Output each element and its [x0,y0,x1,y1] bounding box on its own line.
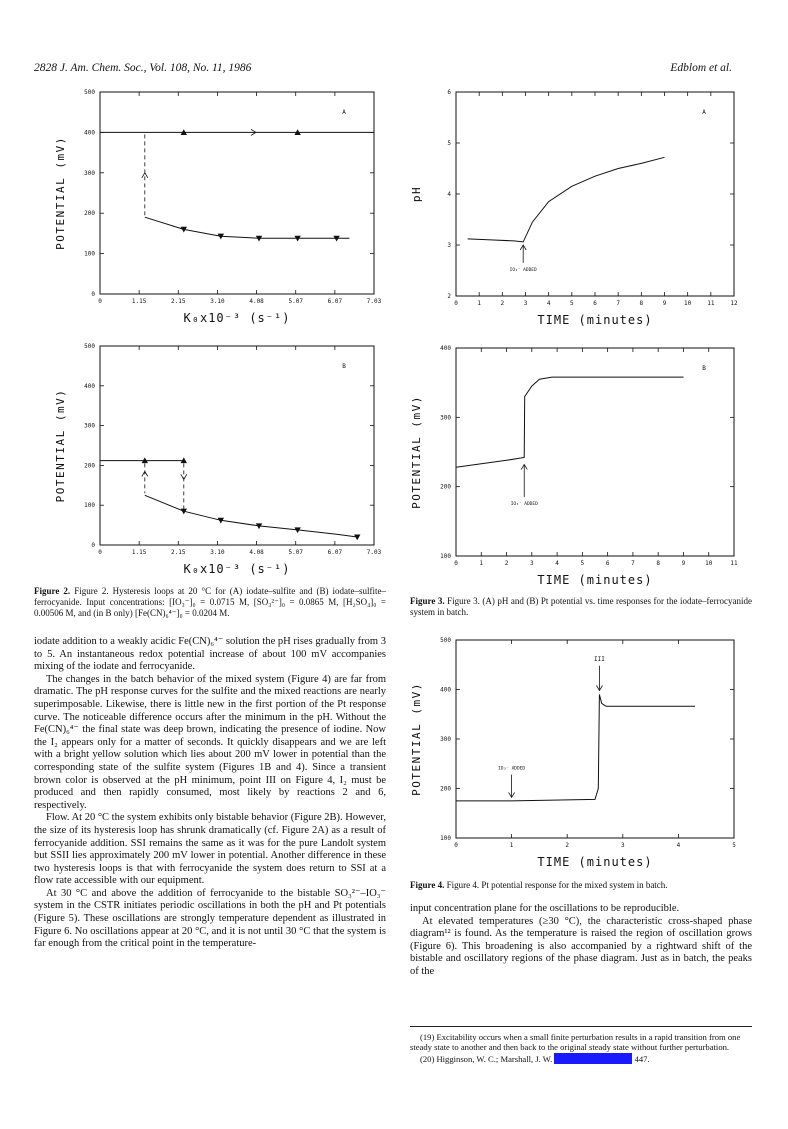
x-tick-label: 1 [509,842,514,849]
annotation-label: IO₃⁻ ADDED [509,267,537,273]
y-tick-label: 3 [447,242,451,249]
footnotes [410,1032,752,1064]
x-tick-label: 4 [676,842,681,849]
x-tick-label: 0 [98,298,102,305]
figure-2-caption-text: Figure 2. Hysteresis loops at 20 °C for (A) iodate–sulfite and (B) iodate–sulfite–ferrocyanide. Input concentrations: [IO₃⁻]₀ = 0.0715 M, [SO₃²⁻]₀ = 0.0865 M, [H₂SO₄]₀ = 0.00506 M, and (in B only) [Fe(CN)₆⁴⁻]₀ = 0.0204 M. [34,586,387,618]
y-axis-label: POTENTIAL (mV) [54,136,67,250]
plot-frame [456,92,734,296]
y-tick-label: 0 [91,291,95,298]
figure-4-label: Figure 4. [410,880,445,890]
x-tick-label: 11 [730,560,738,567]
x-tick-label: 5 [570,300,574,307]
x-tick-label: 3.10 [210,298,225,305]
x-tick-label: 8 [639,300,644,307]
running-header-citation: 2828 J. Am. Chem. Soc., Vol. 108, No. 11, 1986 [34,62,252,74]
x-tick-label: 12 [730,300,738,307]
x-tick-label: 9 [662,300,667,307]
panel-label: B [342,363,346,370]
y-tick-label: 400 [440,345,451,352]
y-tick-label: 200 [84,210,95,218]
series-line [456,377,684,467]
x-axis-label: TIME (minutes) [537,313,653,327]
footnote-rule [410,1026,752,1027]
y-tick-label: 100 [440,835,451,842]
y-tick-label: 300 [84,422,95,430]
x-tick-label: 0 [454,560,458,567]
y-tick-label: 400 [440,686,451,694]
plot-frame [456,640,734,838]
x-tick-label: 2.15 [171,549,186,556]
x-tick-label: 6 [593,300,597,307]
x-tick-label: 1 [479,560,484,567]
y-tick-label: 2 [447,293,451,300]
x-tick-label: 9 [681,560,686,567]
annotation-label: IO₃⁻ ADDED [510,502,538,508]
y-axis-label: pH [410,185,423,203]
transition-arrow [181,474,187,479]
x-axis-label: TIME (minutes) [537,855,653,869]
x-tick-label: 1.15 [131,298,147,305]
left-paragraph: The changes in the batch behavior of the mixed system (Figure 4) are far from dramatic. The pH response curves for the sulfite and the mixed reactions are nearly superimposable. Likewise, there is little new in the first portion of the Pt response curve. The noticeable difference occurs after the minimum in the pH. Without the Fe(CN)₆⁴⁻ the final state was deep brown, indicating the presence of iodine. Now the I₂ appears only for a matter of seconds. It quickly disappears and we are left with a bright yellow solution which lies about 200 mV lower in potential than the corresponding state of the sulfite system (Figures 1B and 4). Since a transient brown color is observed at the pH minimum, point III on Figure 4, I₂ must be produced and then rapidly consumed, most likely by reactions 2 and 6, respectively. [34,673,386,811]
x-tick-label: 6.07 [327,549,343,556]
y-tick-label: 500 [84,343,95,350]
y-axis-label: POTENTIAL (mV) [410,682,423,796]
plot-frame [100,346,374,545]
data-point-marker [354,534,360,540]
series-line [145,217,350,238]
footnote-19: (19) Excitability occurs when a small finite perturbation results in a rapid transition from one steady state to another and then back to the original steady state without further perturbation. [410,1032,741,1053]
y-tick-label: 200 [84,462,95,470]
x-tick-label: 3 [530,560,534,567]
right-body-text [410,903,752,979]
y-tick-label: 300 [440,736,451,743]
figure-4-caption-text: Figure 4. Pt potential response for the mixed system in batch. [446,880,668,890]
y-axis-label: POTENTIAL (mV) [54,388,67,503]
x-tick-label: 6 [605,560,610,567]
figure-3-caption-text: Figure 3. (A) pH and (B) Pt potential vs. time responses for the iodate–ferrocyanide system in batch. [410,596,753,617]
x-tick-label: 8 [656,560,660,567]
y-tick-label: 200 [440,785,451,793]
panel-label: A [702,109,706,116]
x-tick-label: 5.07 [288,549,303,556]
x-tick-label: 7.03 [366,298,382,305]
y-axis-label: POTENTIAL (mV) [410,395,423,509]
x-tick-label: 2 [500,300,505,307]
series-line [468,157,665,242]
y-tick-label: 300 [440,414,451,422]
x-tick-label: 4 [546,300,551,307]
x-tick-label: 11 [707,300,715,307]
y-tick-label: 6 [447,89,451,96]
figure-3a-plot [408,84,748,334]
y-tick-label: 4 [447,191,451,198]
y-tick-label: 100 [84,250,95,258]
x-tick-label: 10 [705,560,713,567]
x-tick-label: 0 [454,842,458,849]
y-tick-label: 400 [84,382,95,390]
y-tick-label: 500 [84,89,95,96]
plot-frame [456,348,734,556]
x-tick-label: 2 [565,842,570,849]
footnote-20: (20) Higginson, W. C.; Marshall, J. W. 447. [420,1053,650,1064]
x-tick-label: 7 [631,560,635,567]
x-tick-label: 5 [580,560,585,567]
running-header-authors: Edblom et al. [670,62,732,74]
y-tick-label: 500 [440,637,451,644]
redaction-bar [554,1053,632,1064]
x-tick-label: 0 [454,300,458,307]
x-axis-label: K₀x10⁻³ (s⁻¹) [183,562,291,576]
x-tick-label: 4.08 [249,298,264,305]
x-axis-label: TIME (minutes) [537,573,653,587]
annotation-label: IO₃⁻ ADDED [498,766,526,772]
x-tick-label: 1 [477,300,481,307]
x-tick-label: 5 [732,842,736,849]
x-tick-label: 3 [523,300,528,307]
panel-label: B [702,365,706,372]
series-line [456,695,695,801]
x-tick-label: 10 [684,300,692,307]
point-iii-label: III [594,655,605,663]
x-tick-label: 7 [616,300,620,307]
figure-2b-plot [52,338,388,583]
y-tick-label: 200 [440,483,451,491]
figure-4-caption [410,880,752,891]
figure-4-plot [408,632,748,876]
y-tick-label: 5 [447,140,451,147]
figure-2-label: Figure 2. [34,586,71,596]
y-tick-label: 100 [84,502,95,510]
right-paragraph: At elevated temperatures (≥30 °C), the characteristic cross-shaped phase diagram¹² is found. As the temperature is raised the region of oscillation grows (Figure 6). This broadening is also accompanied by a rightward shift of the bistable and oscillatory regions of the phase diagram. Just as in batch, the peaks of the [410,915,752,977]
y-tick-label: 0 [91,542,95,549]
left-paragraph: iodate addition to a weakly acidic Fe(CN)₆⁴⁻ solution the pH rises gradually from 3 to 5. An instantaneous redox potential increase of about 100 mV accompanies mixing of the iodate and ferrocyanide. [34,636,386,673]
figure-2a-plot [52,84,388,332]
plot-frame [100,92,374,294]
x-tick-label: 2 [504,560,509,567]
x-tick-label: 3 [620,842,625,849]
figure-3-caption [410,596,752,618]
x-tick-label: 6.07 [327,298,343,305]
y-tick-label: 100 [440,553,451,560]
left-body-text [34,636,386,951]
figure-3b-plot [408,340,748,594]
x-tick-label: 5.07 [288,298,303,305]
y-tick-label: 400 [84,129,95,137]
y-tick-label: 300 [84,169,95,177]
x-tick-label: 4 [555,560,559,567]
right-paragraph: input concentration plane for the oscillations to be reproducible. [410,903,680,914]
left-paragraph: At 30 °C and above the addition of ferrocyanide to the bistable SO₃²⁻–IO₃⁻ system in the CSTR initiates periodic oscillations in both the pH and Pt potentials (Figure 5). These oscillations are strongly temperature dependent as illustrated in Figure 6. No oscillations appear at 20 °C, and it is not until 30 °C that the system is far enough from the critical point in the temperature- [34,887,386,950]
x-tick-label: 2.15 [171,298,186,305]
figure-2-caption [34,586,386,619]
figure-3-label: Figure 3. [410,596,445,606]
x-axis-label: K₀x10⁻³ (s⁻¹) [183,311,291,325]
x-tick-label: 4.08 [249,549,264,556]
series-line [145,495,357,537]
x-tick-label: 0 [98,549,102,556]
x-tick-label: 1.15 [131,549,147,556]
left-paragraph: Flow. At 20 °C the system exhibits only bistable behavior (Figure 2B). However, the size of its hysteresis loop has shrunk dramatically (cf. Figure 2A) as a result of ferrocyanide addition. SSI remains the same as it was for the pure Landolt system but SSII lies approximately 200 mV lower in potential. Another difference in these two hysteresis loops is that with ferrocyanide the system does return to SSI at a flow rate accessible with our equipment. [34,812,386,887]
x-tick-label: 7.03 [366,549,382,556]
x-tick-label: 3.10 [210,549,225,556]
panel-label: A [342,109,346,116]
